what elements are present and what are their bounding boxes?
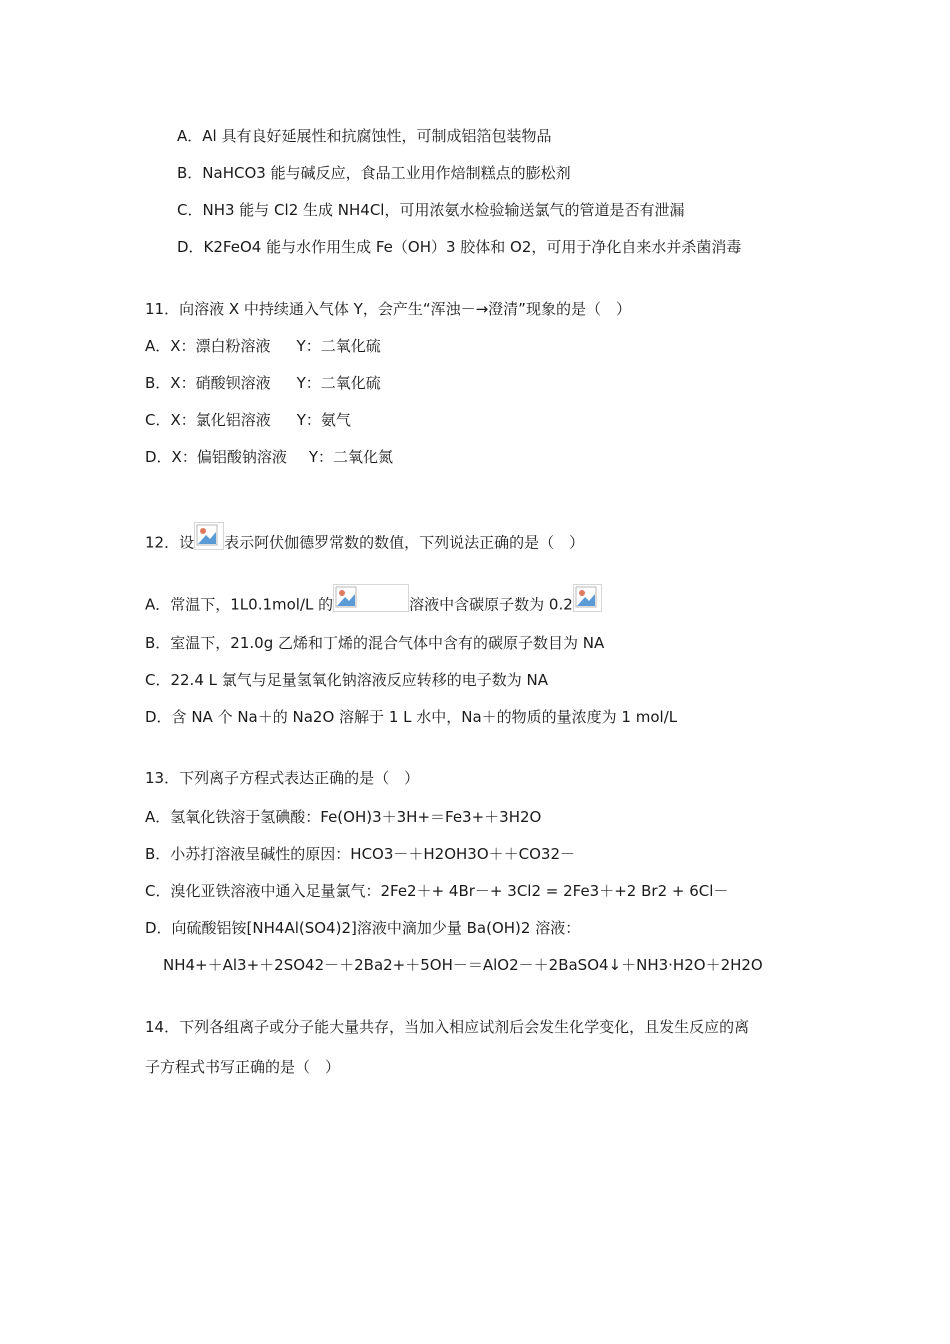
q11-option-c-y: Y：氨气 <box>296 411 351 429</box>
q11-option-d-x: D．X：偏铝酸钠溶液 <box>145 448 287 466</box>
q11-option-c-x: C．X：氯化铝溶液 <box>145 411 271 429</box>
q12-option-b: B．室温下，21.0g 乙烯和丁烯的混合气体中含有的碳原子数目为 NA <box>145 634 605 652</box>
broken-image-icon <box>573 584 602 612</box>
q13-option-c: C．溴化亚铁溶液中通入足量氯气：2Fe2＋+ 4Br－+ 3Cl2 = 2Fe3＋+2 Br2 + 6Cl－ <box>145 882 729 900</box>
q12-option-a-prefix: A．常温下，1L0.1mol/L 的 <box>145 595 334 614</box>
q13-option-b: B．小苏打溶液呈碱性的原因：HCO3－＋H2OH3O＋＋CO32－ <box>145 845 576 863</box>
q13-option-d: D．向硫酸铝铵[NH4Al(SO4)2]溶液中滴加少量 Ba(OH)2 溶液： <box>145 919 581 937</box>
q12-stem-prefix: 12．设 <box>145 533 195 552</box>
broken-image-icon <box>194 522 224 550</box>
q11-option-a <box>145 336 381 356</box>
q11-option-a-x: A．X：漂白粉溶液 <box>145 337 271 355</box>
q11-option-b-x: B．X：硝酸钡溶液 <box>145 374 271 392</box>
q12-option-a-mid: 溶液中含碳原子数为 0.2 <box>409 595 573 614</box>
q10-option-d: D．K2FeO4 能与水作用生成 Fe（OH）3 胶体和 O2，可用于净化自来水并杀菌消毒 <box>177 238 742 256</box>
q11-option-b-y: Y：二氧化硫 <box>296 374 381 392</box>
q12-stem <box>145 529 584 557</box>
q11-option-c <box>145 410 351 430</box>
q13-option-d-equation: NH4+＋Al3+＋2SO42－＋2Ba2+＋5OH－＝AlO2－＋2BaSO4↓＋NH3·H2O＋2H2O <box>163 956 763 974</box>
q12-stem-suffix: 表示阿伏伽德罗常数的数值，下列说法正确的是（ ） <box>224 533 585 552</box>
q14-stem-line1: 14．下列各组离子或分子能大量共存，当加入相应试剂后会发生化学变化，且发生反应的离 <box>145 1018 750 1036</box>
broken-image-icon <box>333 584 409 612</box>
q12-option-d: D．含 NA 个 Na＋的 Na2O 溶解于 1 L 水中，Na＋的物质的量浓度为 1 mol/L <box>145 708 678 726</box>
q11-option-a-y: Y：二氧化硫 <box>296 337 381 355</box>
q11-option-b <box>145 373 381 393</box>
q13-option-a: A．氢氧化铁溶于氢碘酸：Fe(OH)3＋3H+＝Fe3+＋3H2O <box>145 808 542 826</box>
q10-option-c: C．NH3 能与 Cl2 生成 NH4Cl，可用浓氨水检验输送氯气的管道是否有泄漏 <box>177 201 685 219</box>
q10-option-b: B．NaHCO3 能与碱反应，食品工业用作焙制糕点的膨松剂 <box>177 164 571 182</box>
q14-stem-line2: 子方程式书写正确的是（ ） <box>145 1058 341 1076</box>
q12-option-c: C．22.4 L 氯气与足量氢氧化钠溶液反应转移的电子数为 NA <box>145 671 549 689</box>
q10-option-a: A．Al 具有良好延展性和抗腐蚀性，可制成铝箔包装物品 <box>177 127 552 145</box>
q11-option-d-y: Y：二氧化氮 <box>308 448 393 466</box>
q12-option-a <box>145 591 602 619</box>
q11-stem: 11．向溶液 X 中持续通入气体 Y，会产生“浑浊－→澄清”现象的是（ ） <box>145 300 631 318</box>
q11-option-d <box>145 447 393 467</box>
q13-stem: 13．下列离子方程式表达正确的是（ ） <box>145 769 420 787</box>
